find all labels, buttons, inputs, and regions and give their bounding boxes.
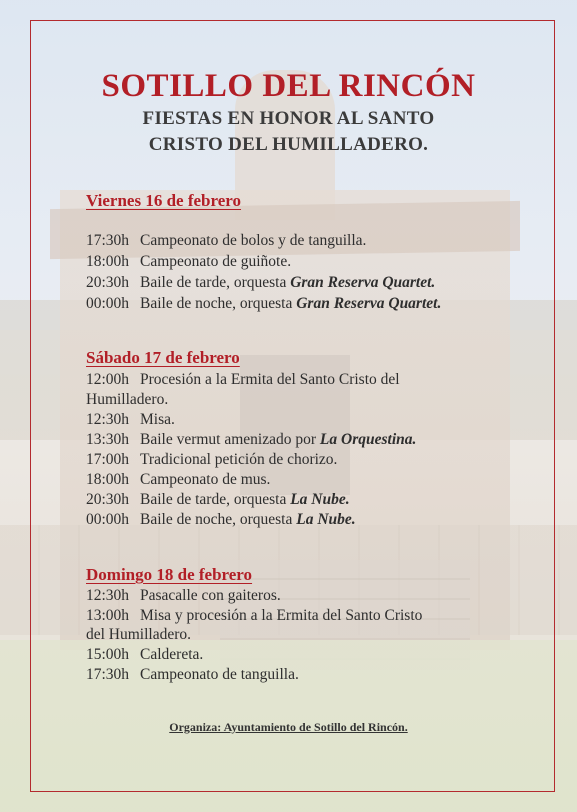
schedule-line [86,491,350,509]
event-text: Baile de tarde, orquesta [140,491,291,508]
event-time: 20:30h [86,274,130,291]
day-heading-domingo: Domingo 18 de febrero [86,565,253,584]
event-time: 20:30h [86,491,130,508]
schedule-line [86,451,337,469]
orchestra-name: La Nube. [290,491,350,508]
event-text: Procesión a la Ermita del Santo Cristo del [140,371,400,388]
schedule-line [86,253,291,271]
event-text: Campeonato de tanguilla. [140,666,299,683]
event-text: Campeonato de guiñote. [140,253,292,270]
event-time: 12:30h [86,411,130,428]
event-time: 12:00h [86,371,130,388]
orchestra-name: La Orquestina. [319,431,417,448]
event-time: 15:00h [86,646,130,663]
schedule-line [86,666,299,684]
event-time: 18:00h [86,253,130,270]
event-time: 00:00h [86,295,130,312]
event-text: Misa y procesión a la Ermita del Santo Cristo [140,607,423,624]
schedule-line [86,371,400,389]
schedule-line [86,274,435,292]
event-text: Campeonato de bolos y de tanguilla. [140,232,367,249]
event-time: 18:00h [86,471,130,488]
schedule-line-continuation: del Humilladero. [86,626,192,643]
day-heading-viernes: Viernes 16 de febrero [86,191,242,210]
schedule-line [86,587,281,605]
schedule-line [86,471,270,489]
event-text: Misa. [140,411,175,428]
event-text: Caldereta. [140,646,204,663]
orchestra-name: Gran Reserva Quartet. [296,295,442,312]
poster-subtitle-line2: CRISTO DEL HUMILLADERO. [148,134,429,155]
orchestra-name: La Nube. [296,511,356,528]
event-text: Tradicional petición de chorizo. [140,451,338,468]
event-time: 17:30h [86,666,130,683]
schedule-line [86,232,366,250]
event-text: Baile de noche, orquesta [140,295,297,312]
schedule-line [86,431,416,449]
event-time: 00:00h [86,511,130,528]
poster-subtitle-line1: FIESTAS EN HONOR AL SANTO [142,108,435,129]
schedule-line-continuation: Humilladero. [86,391,169,408]
poster-title: SOTILLO DEL RINCÓN [101,68,476,104]
event-text: Baile de noche, orquesta [140,511,297,528]
day-heading-sabado: Sábado 17 de febrero [86,348,240,367]
event-text: Pasacalle con gaiteros. [140,587,281,604]
schedule-line [86,411,175,429]
orchestra-name: Gran Reserva Quartet. [290,274,436,291]
event-time: 13:30h [86,431,130,448]
event-time: 17:30h [86,232,130,249]
organizer-credit: Organiza: Ayuntamiento de Sotillo del Rincón. [169,720,408,734]
event-text: Baile vermut amenizado por [140,431,320,448]
schedule-line [86,295,441,313]
event-text: Baile de tarde, orquesta [140,274,291,291]
event-text: Campeonato de mus. [140,471,271,488]
schedule-line [86,646,203,664]
event-time: 13:00h [86,607,130,624]
event-time: 17:00h [86,451,130,468]
schedule-line [86,607,422,625]
event-time: 12:30h [86,587,130,604]
schedule-line [86,511,356,529]
